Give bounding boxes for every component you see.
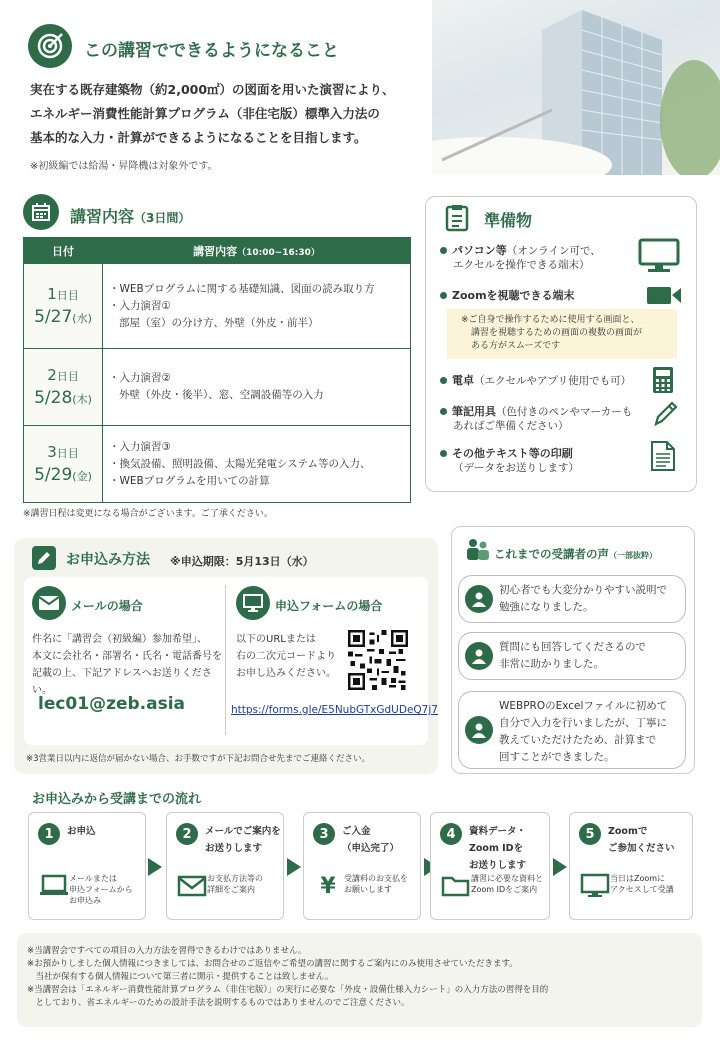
mail-title: メールの場合 bbox=[71, 599, 143, 613]
step-desc bbox=[344, 873, 420, 895]
flow-step bbox=[569, 812, 693, 920]
monitor-icon bbox=[580, 873, 608, 901]
voice-line: 自分で入力を行いましたが、丁寧に bbox=[499, 717, 667, 729]
bullet bbox=[440, 247, 447, 254]
monitor-icon bbox=[638, 238, 680, 277]
content-cell bbox=[103, 349, 411, 426]
calendar-icon bbox=[23, 194, 59, 230]
col-content bbox=[103, 238, 411, 264]
day-cell bbox=[24, 264, 103, 349]
step-title-line: お送りします bbox=[205, 843, 263, 854]
prep-item-rest: （オンライン可で、 bbox=[506, 245, 601, 257]
step-desc bbox=[610, 873, 686, 895]
content-item: 部屋（室）の分け方、外壁（外皮・前半） bbox=[119, 316, 319, 329]
content-item: ・入力演習③ bbox=[109, 440, 171, 453]
prep-item bbox=[440, 447, 579, 475]
lead-line: 基本的な入力・計算ができるようになることを目指します。 bbox=[30, 130, 367, 145]
mail-body-line: 件名に「講習会（初級編）参加希望」、 bbox=[32, 634, 207, 645]
prep-item-sub: あればご準備ください） bbox=[453, 420, 569, 432]
qr-code[interactable] bbox=[348, 630, 408, 690]
voice-line: 勉強になりました。 bbox=[499, 601, 594, 613]
table-row bbox=[24, 426, 411, 503]
hero-lead bbox=[30, 78, 450, 150]
voice-item bbox=[458, 632, 686, 680]
laptop-icon bbox=[39, 873, 67, 901]
monitor-icon bbox=[236, 586, 270, 620]
apply-title: お申込み方法 bbox=[66, 552, 150, 568]
course-title-days: （3日間） bbox=[134, 211, 191, 225]
prep-item bbox=[440, 244, 601, 272]
step-desc-line: お願いします bbox=[344, 885, 392, 894]
video-camera-icon bbox=[646, 284, 682, 309]
prep-item-main: その他テキスト等の印刷 bbox=[452, 447, 573, 460]
content-item: 外壁（外皮・後半）、窓、空調設備等の入力 bbox=[119, 389, 324, 401]
voices-title-small: （一部抜粋） bbox=[609, 551, 657, 560]
envelope-icon bbox=[177, 873, 205, 901]
day-num: 1 bbox=[47, 285, 57, 303]
day-weekday: (水) bbox=[72, 312, 92, 325]
lead-line: 実在する既存建築物（約2,000㎡）の図面を用いた演習により、 bbox=[30, 82, 395, 97]
mail-body-line: 本文に会社名・部署名・氏名・電話番号を bbox=[32, 651, 222, 662]
zoom-note bbox=[447, 309, 677, 359]
mail-body bbox=[32, 631, 226, 699]
prep-item-sub: （データをお送りします） bbox=[453, 462, 579, 474]
voice-item bbox=[458, 691, 686, 769]
disclaimer-line: 当社が保有する個人情報について第三者に開示・提供することは致しません。 bbox=[27, 972, 334, 982]
voices-title bbox=[494, 546, 657, 562]
step-title-line: メールでご案内を bbox=[205, 826, 281, 837]
course-table bbox=[23, 237, 411, 503]
mail-body-line: 記載の上、下記アドレスへお送りください。 bbox=[32, 668, 212, 696]
table-row bbox=[24, 264, 411, 349]
zoom-note-line: ※ご自身で操作するために使用する画面と、 bbox=[461, 315, 640, 325]
prep-item bbox=[440, 289, 575, 303]
zoom-note-line: 講習を視聴するための画面の複数の画面が bbox=[471, 328, 643, 338]
step-desc-line: お申込み bbox=[69, 896, 101, 905]
disclaimer-line: としており、省エネルギーのための設計手法を説明するものではありませんのでご注意ください。 bbox=[27, 998, 410, 1008]
step-desc bbox=[471, 873, 547, 895]
disclaimer-line: ※当講習会は「エネルギー消費性能計算プログラム（非住宅版）」の実行に必要な「外皮・設備仕様入力シート」の入力方法の習得を目的 bbox=[27, 985, 549, 995]
content-cell bbox=[103, 426, 411, 503]
voice-item bbox=[458, 575, 686, 623]
col-date: 日付 bbox=[24, 238, 103, 264]
mail-icon bbox=[32, 586, 66, 620]
day-date: 5/27 bbox=[34, 307, 73, 327]
disclaimer-line: ※当講習会ですべての項目の入力方法を習得できるわけではありません。 bbox=[27, 946, 307, 956]
bullet bbox=[440, 450, 447, 457]
day-date: 5/28 bbox=[34, 388, 73, 408]
day-num: 2 bbox=[47, 366, 57, 384]
step-desc-line: 申込フォームから bbox=[69, 885, 133, 894]
hero-note: ※初級編では給湯・昇降機は対象外です。 bbox=[30, 161, 218, 172]
form-body-line: お申し込みください。 bbox=[236, 668, 336, 679]
checklist-icon bbox=[444, 204, 470, 235]
step-number: 1 bbox=[38, 823, 60, 845]
person-icon bbox=[465, 585, 493, 613]
step-number: 4 bbox=[440, 823, 462, 845]
folder-icon bbox=[441, 873, 469, 901]
content-item: ・WEBプログラムを用いての計算 bbox=[109, 474, 270, 487]
step-title bbox=[469, 823, 526, 874]
form-body-line: 右の二次元コードより bbox=[236, 651, 336, 662]
person-icon bbox=[465, 716, 493, 744]
step-title-line: ご参加ください bbox=[608, 843, 675, 854]
step-title bbox=[608, 823, 675, 857]
bullet bbox=[440, 408, 447, 415]
yen-icon: ¥ bbox=[320, 874, 336, 899]
step-number: 3 bbox=[313, 823, 335, 845]
step-desc-line: メールまたは bbox=[69, 874, 117, 883]
apply-deadline: ※申込期限：5月13日（水） bbox=[170, 555, 314, 568]
course-title bbox=[70, 204, 190, 227]
step-desc-line: お支払方法等の bbox=[207, 874, 263, 883]
person-icon bbox=[465, 642, 493, 670]
voice-line: 非常に助かりました。 bbox=[499, 658, 604, 670]
mail-address[interactable]: lec01@zeb.asia bbox=[38, 694, 186, 714]
arrow-right-icon bbox=[148, 858, 162, 876]
col-time: （10:00~16:30） bbox=[237, 247, 320, 258]
step-number: 2 bbox=[176, 823, 198, 845]
step-desc-line: アクセスして受講 bbox=[610, 885, 674, 894]
step-title-line: Zoomで bbox=[608, 826, 648, 837]
prep-item-main: 筆記用具 bbox=[452, 405, 496, 418]
hero-title: この講習でできるようになること bbox=[84, 41, 339, 61]
table-row bbox=[24, 349, 411, 426]
disclaimer-panel bbox=[17, 933, 702, 1027]
day-cell bbox=[24, 426, 103, 503]
content-cell bbox=[103, 264, 411, 349]
target-icon bbox=[28, 24, 72, 68]
step-title-line: （申込完了） bbox=[342, 843, 400, 854]
day-label: 日目 bbox=[56, 289, 79, 302]
day-num: 3 bbox=[47, 443, 57, 461]
prep-item bbox=[440, 374, 631, 388]
arrow-right-icon bbox=[287, 858, 301, 876]
content-item: ・WEBプログラムに関する基礎知識、図面の読み取り方 bbox=[109, 282, 375, 295]
content-item: ・入力演習② bbox=[109, 372, 171, 384]
day-label: 日目 bbox=[56, 370, 79, 383]
form-url-link[interactable]: https://forms.gle/E5NubGTxGdUDeQ7j7 bbox=[231, 704, 438, 716]
zoom-note-line: ある方がスムーズです bbox=[471, 341, 561, 351]
content-item: ・換気設備、照明設備、太陽光発電システム等の入力、 bbox=[109, 457, 371, 470]
step-title-line: ご入金 bbox=[342, 826, 371, 837]
step-desc bbox=[207, 873, 283, 895]
form-body-line: 以下のURLまたは bbox=[236, 634, 316, 645]
calculator-icon bbox=[652, 366, 674, 397]
step-desc-line: 詳細をご案内 bbox=[207, 885, 255, 894]
people-icon bbox=[466, 538, 490, 563]
day-weekday: (金) bbox=[72, 470, 92, 483]
prep-title: 準備物 bbox=[484, 211, 533, 230]
step-title bbox=[205, 823, 281, 857]
course-title-text: 講習内容 bbox=[70, 207, 135, 226]
voice-line: 回すことができました。 bbox=[499, 751, 615, 763]
day-label: 日目 bbox=[56, 447, 79, 460]
prep-item-main: Zoomを視聴できる端末 bbox=[452, 289, 575, 302]
schedule-note: ※講習日程は変更になる場合がございます。ご了承ください。 bbox=[23, 509, 273, 519]
flow-step bbox=[430, 812, 550, 920]
building-photo bbox=[432, 0, 720, 175]
bullet bbox=[440, 377, 447, 384]
step-title bbox=[67, 823, 96, 840]
voice-line: WEBPROのExcelファイルに初めて bbox=[499, 700, 668, 712]
lead-line: エネルギー消費性能計算プログラム（非住宅版）標準入力法の bbox=[30, 106, 380, 121]
voice-line: 初心者でも大変分かりやすい説明で bbox=[499, 584, 667, 596]
voice-line: 教えていただけたため、計算まで bbox=[499, 734, 657, 746]
arrow-right-icon bbox=[553, 858, 567, 876]
prep-item-rest: （色付きのペンやマーカーも bbox=[496, 406, 633, 418]
form-title: 申込フォームの場合 bbox=[275, 599, 383, 613]
flow-step bbox=[166, 812, 284, 920]
day-cell bbox=[24, 349, 103, 426]
pen-icon bbox=[652, 400, 678, 431]
form-body bbox=[236, 631, 346, 682]
flow-step bbox=[303, 812, 421, 920]
document-icon bbox=[650, 440, 676, 475]
step-desc-line: 講習に必要な資料と bbox=[471, 874, 543, 883]
flow-title: お申込みから受講までの流れ bbox=[32, 792, 202, 807]
step-desc bbox=[69, 873, 145, 906]
bullet bbox=[440, 292, 447, 299]
content-item: ・入力演習① bbox=[109, 299, 171, 312]
step-title-line: 資料データ・ bbox=[469, 826, 527, 837]
step-title-line: お申込 bbox=[67, 826, 96, 837]
voice-line: 質問にも回答してくださるので bbox=[499, 641, 646, 653]
prep-item-main: パソコン等 bbox=[452, 244, 507, 257]
pencil-icon bbox=[32, 546, 56, 570]
prep-item-main: 電卓 bbox=[452, 374, 474, 387]
prep-item-sub: エクセルを操作できる端末） bbox=[453, 259, 590, 271]
step-title bbox=[342, 823, 399, 857]
step-desc-line: 当日はZoomに bbox=[610, 874, 666, 883]
day-weekday: (木) bbox=[72, 393, 92, 406]
disclaimer-line: ※お預かりしました個人情報につきましては、お問合せのご返信やご希望の講習に関するご案内にのみ使用させていただきます。 bbox=[27, 959, 518, 969]
step-desc-line: 受講料のお支払を bbox=[344, 874, 408, 883]
step-desc-line: Zoom IDをご案内 bbox=[471, 885, 538, 894]
col-content-label: 講習内容 bbox=[193, 244, 238, 258]
flow-step bbox=[28, 812, 146, 920]
prep-item bbox=[440, 405, 632, 433]
apply-note: ※3営業日以内に返信が届かない場合、お手数ですが下記お問合せ先までご連絡ください。 bbox=[26, 754, 371, 764]
voices-title-text: これまでの受講者の声 bbox=[494, 547, 609, 561]
step-title-line: お送りします bbox=[469, 860, 527, 871]
step-title-line: Zoom IDを bbox=[469, 843, 524, 854]
prep-item-rest: （エクセルやアプリ使用でも可） bbox=[474, 375, 632, 387]
day-date: 5/29 bbox=[34, 465, 73, 485]
step-number: 5 bbox=[579, 823, 601, 845]
